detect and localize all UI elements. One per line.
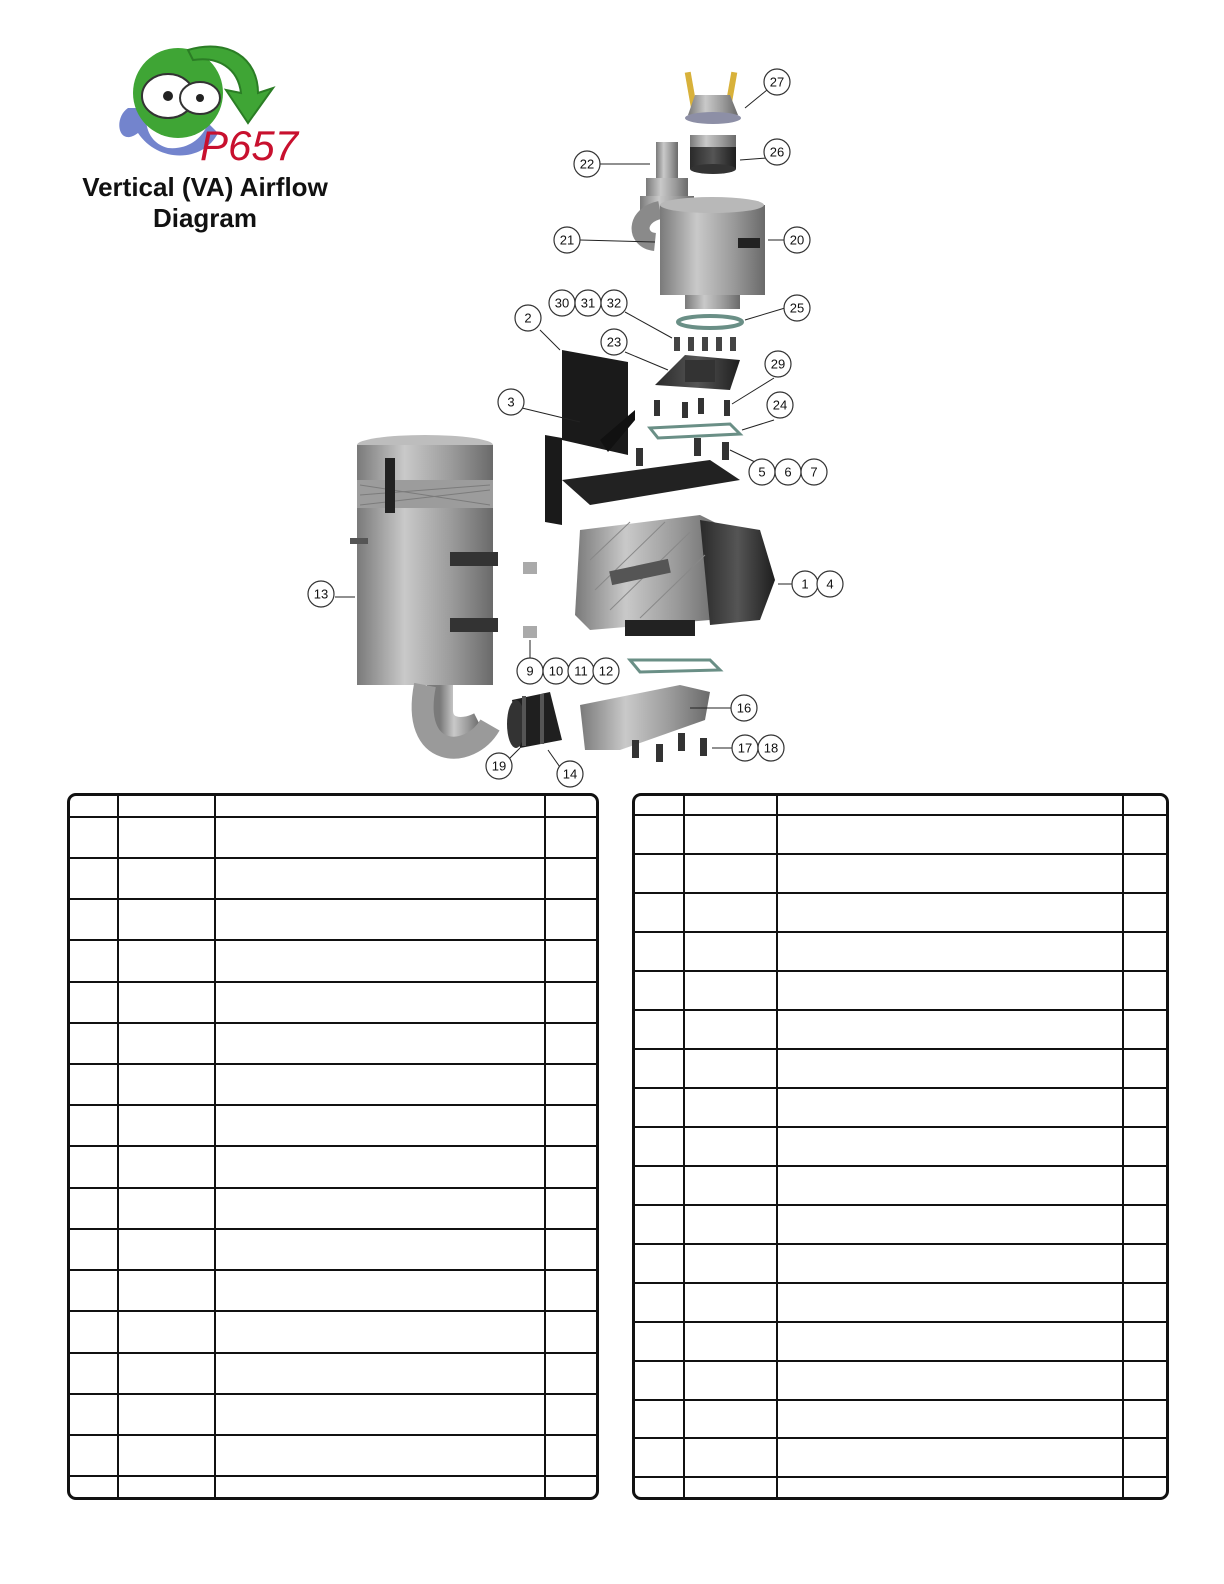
table-cell [635,1127,684,1166]
table-cell [777,1166,1123,1205]
table-cell [545,1394,596,1435]
callout-2 [515,305,541,331]
svg-text:9: 9 [526,663,534,679]
table-cell [684,1049,777,1088]
table-cell [1123,1166,1166,1205]
callout-21 [554,227,580,253]
part-adapter [690,135,736,174]
table-cell [70,1105,118,1146]
table-row [70,1394,596,1435]
table-cell [215,899,545,940]
table-cell [215,1023,545,1064]
table-cell [545,1023,596,1064]
svg-text:11: 11 [574,663,588,679]
table-cell [684,971,777,1010]
table-cell [684,893,777,932]
table-cell [118,1188,215,1229]
table-cell [635,1049,684,1088]
table-cell [118,1435,215,1476]
table-cell [215,1146,545,1187]
table-cell [635,1322,684,1361]
table-row [635,932,1166,971]
table-row [70,1311,596,1352]
table-cell [777,1438,1123,1477]
table-cell [635,1361,684,1400]
exploded-parts-diagram [290,60,870,790]
table-cell [635,1477,684,1497]
callout-4 [817,571,843,597]
table-cell [215,1476,545,1497]
svg-text:32: 32 [606,295,622,311]
table-row [635,893,1166,932]
table-cell [118,1064,215,1105]
table-cell [118,1270,215,1311]
table-cell [635,1400,684,1439]
part-fittings [523,562,537,638]
table-cell [1123,893,1166,932]
table-cell [777,1088,1123,1127]
table-row [635,971,1166,1010]
part-coupler [507,692,562,748]
table-cell [118,858,215,899]
callout-23 [601,329,627,355]
table-cell [635,893,684,932]
table-cell [215,1064,545,1105]
table-row [70,796,596,817]
callout-3 [498,389,524,415]
table-cell [70,899,118,940]
svg-text:26: 26 [769,144,785,160]
table-row [635,1010,1166,1049]
svg-text:12: 12 [598,663,614,679]
table-cell [1123,815,1166,854]
table-cell [545,1229,596,1270]
table-cell [684,1127,777,1166]
table-cell [684,1400,777,1439]
table-cell [635,1205,684,1244]
table-cell [215,1353,545,1394]
callout-9 [517,658,543,684]
table-cell [70,1311,118,1352]
callout-29 [765,351,791,377]
table-cell [635,796,684,815]
svg-text:18: 18 [763,740,779,756]
table-cell [118,1105,215,1146]
table-row [70,1105,596,1146]
table-row [635,1088,1166,1127]
table-cell [1123,1400,1166,1439]
parts-table-left [67,793,599,1500]
table-cell [1123,1010,1166,1049]
table-cell [70,982,118,1023]
svg-text:1: 1 [801,576,809,592]
table-cell [635,1010,684,1049]
part-cap-with-handles [685,72,741,124]
table-cell [215,982,545,1023]
callout-7 [801,459,827,485]
table-row [70,1270,596,1311]
svg-text:17: 17 [737,740,753,756]
table-cell [684,1205,777,1244]
table-cell [684,1283,777,1322]
table-cell [215,1394,545,1435]
table-cell [684,1088,777,1127]
table-cell [1123,854,1166,893]
table-cell [545,899,596,940]
table-cell [118,982,215,1023]
table-cell [1123,1361,1166,1400]
table-cell [777,1400,1123,1439]
callout-30 [549,290,575,316]
svg-text:14: 14 [562,766,578,782]
part-gasket-25 [678,316,742,328]
table-cell [545,1435,596,1476]
table-row [70,1023,596,1064]
table-cell [118,1311,215,1352]
table-row [70,1064,596,1105]
svg-text:19: 19 [491,758,507,774]
table-cell [70,796,118,817]
svg-text:20: 20 [789,232,805,248]
table-cell [1123,1283,1166,1322]
svg-text:30: 30 [554,295,570,311]
table-cell [777,893,1123,932]
table-cell [684,1361,777,1400]
callout-11 [568,658,594,684]
part-flange-23 [655,337,740,390]
table-cell [70,1476,118,1497]
table-row [70,982,596,1023]
table-cell [545,1476,596,1497]
callout-26 [764,139,790,165]
table-cell [684,1322,777,1361]
table-cell [118,899,215,940]
table-row [70,858,596,899]
table-cell [635,1088,684,1127]
p657-logo [108,38,318,168]
table-cell [1123,1127,1166,1166]
table-cell [215,1270,545,1311]
callout-25 [784,295,810,321]
table-cell [70,858,118,899]
table-row [635,1166,1166,1205]
callout-27 [764,69,790,95]
callout-17 [732,735,758,761]
callout-16 [731,695,757,721]
table-row [635,1049,1166,1088]
table-cell [1123,796,1166,815]
table-cell [215,1229,545,1270]
table-cell [1123,1088,1166,1127]
table-cell [684,1166,777,1205]
svg-text:3: 3 [507,394,515,410]
table-row [635,1205,1166,1244]
table-cell [777,932,1123,971]
table-cell [118,1394,215,1435]
part-blower [575,515,775,636]
table-cell [777,1283,1123,1322]
table-row [70,1476,596,1497]
svg-text:31: 31 [580,295,596,311]
table-cell [545,940,596,981]
svg-text:4: 4 [826,576,834,592]
table-cell [777,1361,1123,1400]
part-canister-13 [350,435,498,748]
table-row [635,1477,1166,1497]
table-cell [70,1270,118,1311]
table-cell [777,1049,1123,1088]
table-cell [1123,1205,1166,1244]
table-cell [215,1311,545,1352]
table-cell [1123,1049,1166,1088]
table-cell [545,1064,596,1105]
table-cell [545,1188,596,1229]
table-cell [118,1023,215,1064]
table-row [635,1322,1166,1361]
table-row [70,1188,596,1229]
callout-10 [543,658,569,684]
table-cell [215,1435,545,1476]
table-cell [70,1064,118,1105]
table-cell [545,1270,596,1311]
table-cell [545,982,596,1023]
table-cell [684,1244,777,1283]
parts-table-right [632,793,1169,1500]
table-cell [635,971,684,1010]
logo-text: P657 [200,122,299,168]
callout-5 [749,459,775,485]
table-cell [118,817,215,858]
table-cell [777,796,1123,815]
callout-31 [575,290,601,316]
part-canister [641,197,765,309]
callout-6 [775,459,801,485]
table-cell [70,1146,118,1187]
table-row [70,1146,596,1187]
table-cell [215,817,545,858]
table-cell [118,940,215,981]
svg-text:6: 6 [784,464,792,480]
table-cell [545,817,596,858]
callout-20 [784,227,810,253]
table-cell [777,1127,1123,1166]
table-cell [215,940,545,981]
svg-text:7: 7 [810,464,818,480]
callout-14 [557,761,583,787]
svg-text:23: 23 [606,334,622,350]
table-row [635,796,1166,815]
table-cell [684,1477,777,1497]
svg-text:29: 29 [770,356,786,372]
table-row [70,817,596,858]
table-row [635,1400,1166,1439]
svg-text:2: 2 [524,310,532,326]
svg-text:5: 5 [758,464,766,480]
table-cell [545,796,596,817]
table-row [70,899,596,940]
table-row [635,1438,1166,1477]
svg-text:21: 21 [559,232,575,248]
table-cell [635,815,684,854]
svg-text:25: 25 [789,300,805,316]
table-cell [684,932,777,971]
table-cell [215,1188,545,1229]
part-bolts-29 [654,398,730,418]
table-cell [215,858,545,899]
table-cell [70,1353,118,1394]
table-row [70,1435,596,1476]
table-cell [635,1166,684,1205]
title-line-1: Vertical (VA) Airflow [82,172,328,202]
table-cell [1123,932,1166,971]
callout-32 [601,290,627,316]
part-bolts-5-6-7 [636,438,729,466]
table-cell [777,1244,1123,1283]
table-cell [118,1476,215,1497]
svg-text:16: 16 [736,700,752,716]
table-cell [1123,1438,1166,1477]
table-row [70,1353,596,1394]
table-cell [70,817,118,858]
svg-text:10: 10 [548,663,564,679]
table-cell [1123,1244,1166,1283]
table-cell [635,1244,684,1283]
table-cell [215,1105,545,1146]
callout-22 [574,151,600,177]
table-row [635,1361,1166,1400]
table-cell [545,858,596,899]
table-cell [545,1353,596,1394]
table-cell [118,796,215,817]
table-cell [1123,1477,1166,1497]
table-cell [1123,1322,1166,1361]
table-cell [684,1010,777,1049]
table-row [635,1127,1166,1166]
table-row [70,1229,596,1270]
table-cell [70,1435,118,1476]
callout-13 [308,581,334,607]
callout-18 [758,735,784,761]
svg-text:22: 22 [579,156,595,172]
table-cell [70,1229,118,1270]
table-cell [777,971,1123,1010]
table-cell [118,1146,215,1187]
table-cell [70,1188,118,1229]
table-cell [70,1394,118,1435]
callout-24 [767,392,793,418]
table-cell [118,1229,215,1270]
table-cell [777,854,1123,893]
callout-1 [792,571,818,597]
table-cell [118,1353,215,1394]
table-cell [635,1283,684,1322]
table-cell [635,932,684,971]
callout-19 [486,753,512,779]
table-cell [215,796,545,817]
title-line-2: Diagram [152,203,258,233]
table-row [635,815,1166,854]
table-cell [777,1322,1123,1361]
table-row [635,854,1166,893]
table-cell [777,1205,1123,1244]
table-cell [684,854,777,893]
table-cell [545,1311,596,1352]
table-cell [70,940,118,981]
table-row [635,1244,1166,1283]
table-cell [777,1010,1123,1049]
svg-text:24: 24 [772,397,788,413]
table-cell [1123,971,1166,1010]
table-cell [684,796,777,815]
table-cell [545,1105,596,1146]
svg-text:27: 27 [769,74,785,90]
table-cell [545,1146,596,1187]
table-cell [70,1023,118,1064]
table-cell [635,854,684,893]
svg-text:13: 13 [313,586,329,602]
part-gasket-24 [650,424,740,438]
table-cell [635,1438,684,1477]
table-cell [777,1477,1123,1497]
table-cell [684,815,777,854]
table-row [635,1283,1166,1322]
callout-12 [593,658,619,684]
table-cell [684,1438,777,1477]
table-row [70,940,596,981]
table-cell [777,815,1123,854]
